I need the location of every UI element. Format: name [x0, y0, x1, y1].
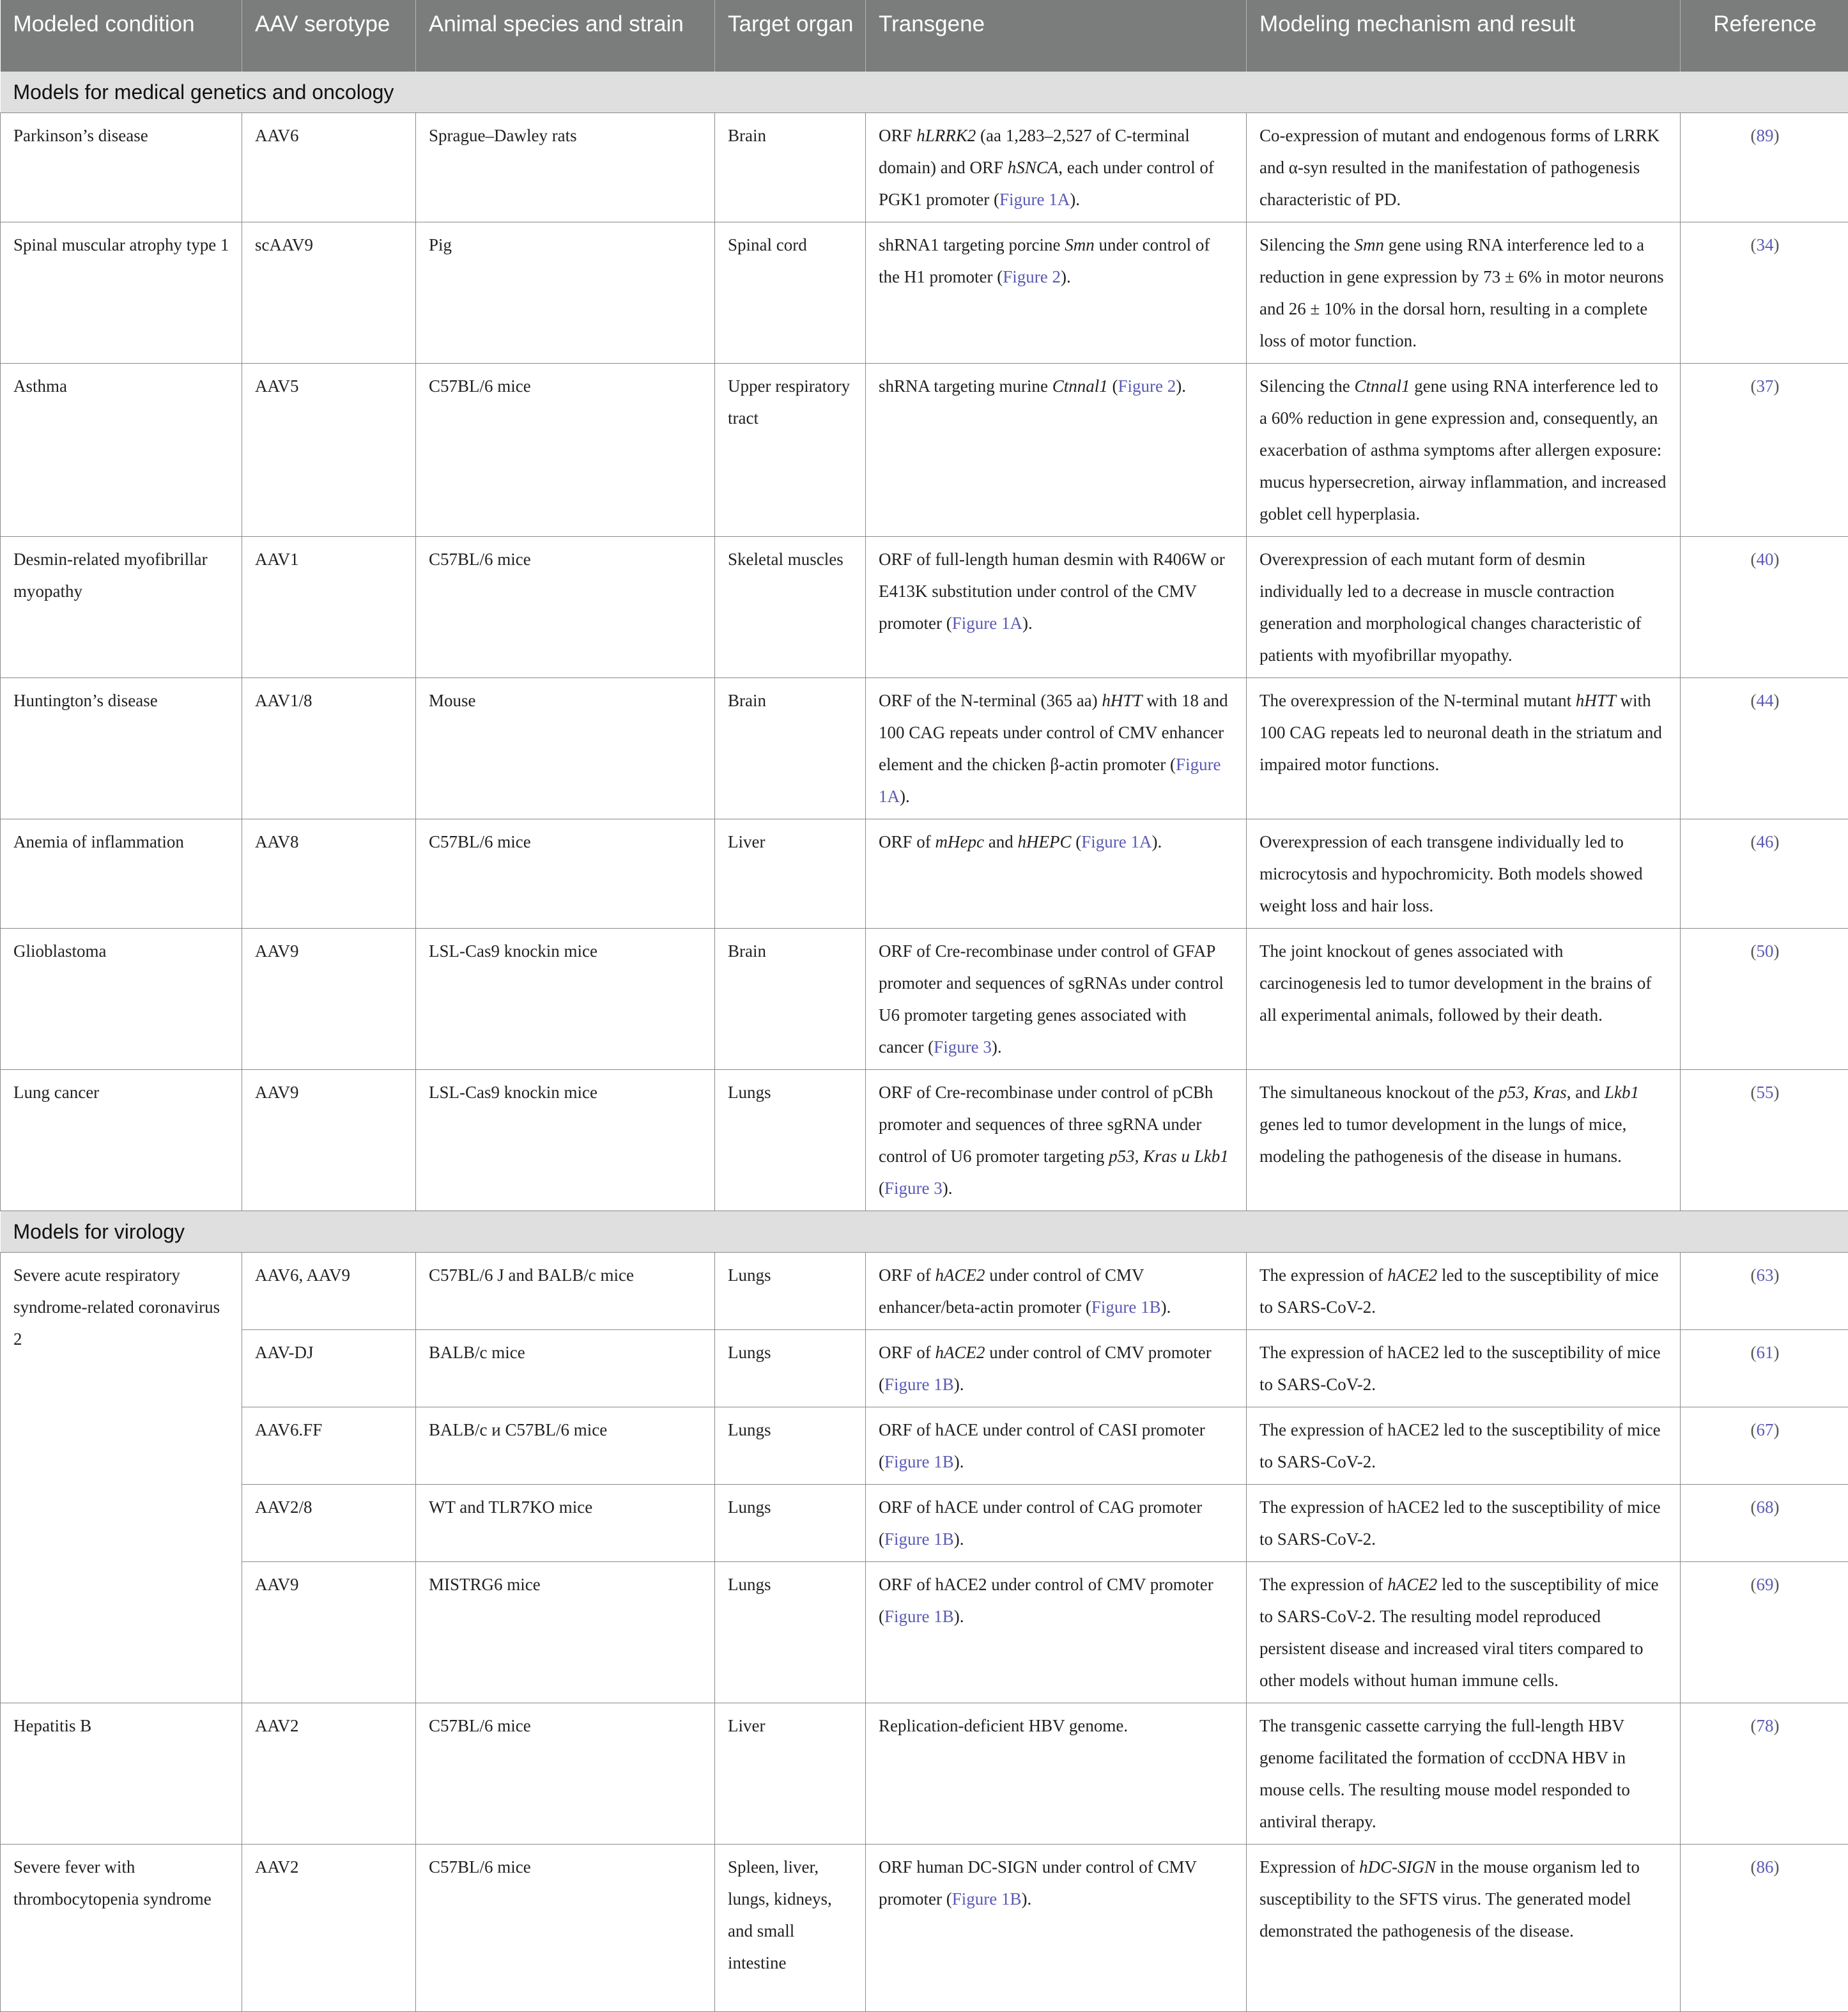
cell-transgene: ORF of hACE under control of CASI promoter (Figure 1B). — [866, 1407, 1247, 1485]
cell-organ: Brain — [715, 113, 866, 222]
cell-result: The joint knockout of genes associated with carcinogenesis led to tumor development in the brains of all experimental animals, followed by their death. — [1247, 929, 1681, 1070]
section-row — [1, 1211, 1848, 1253]
cell-transgene: ORF of mHepc and hHEPC (Figure 1A). — [866, 819, 1247, 929]
cell-serotype: AAV8 — [242, 819, 416, 929]
cell-species: BALB/c и C57BL/6 mice — [416, 1407, 715, 1485]
cell-species: C57BL/6 J and BALB/c mice — [416, 1253, 715, 1330]
header-animal-species: Animal species and strain — [416, 0, 715, 72]
cell-reference: (67) — [1681, 1407, 1848, 1485]
cell-reference: (69) — [1681, 1562, 1848, 1703]
cell-serotype: AAV1/8 — [242, 678, 416, 819]
cell-organ: Lungs — [715, 1330, 866, 1407]
cell-organ: Brain — [715, 929, 866, 1070]
cell-serotype: AAV-DJ — [242, 1330, 416, 1407]
cell-species: C57BL/6 mice — [416, 364, 715, 537]
cell-organ: Spleen, liver, lungs, kidneys, and small intestine — [715, 1845, 866, 2012]
section-row — [1, 72, 1848, 113]
header-mechanism-result: Modeling mechanism and result — [1247, 0, 1681, 72]
table-row — [1, 929, 1848, 1070]
cell-serotype: AAV2 — [242, 1703, 416, 1845]
table-row — [1, 1070, 1848, 1211]
cell-condition: Asthma — [1, 364, 242, 537]
reference-link[interactable]: 34 — [1757, 235, 1774, 254]
table-row — [1, 1485, 1848, 1562]
table-row — [1, 1253, 1848, 1330]
cell-transgene: ORF human DC-SIGN under control of CMV promoter (Figure 1B). — [866, 1845, 1247, 2012]
table-row — [1, 537, 1848, 678]
cell-result: The expression of hACE2 led to the susceptibility of mice to SARS-CoV-2. — [1247, 1330, 1681, 1407]
cell-species: WT and TLR7KO mice — [416, 1485, 715, 1562]
cell-serotype: AAV2/8 — [242, 1485, 416, 1562]
reference-link[interactable]: 89 — [1757, 126, 1774, 145]
cell-condition: Lung cancer — [1, 1070, 242, 1211]
reference-link[interactable]: 44 — [1757, 691, 1774, 710]
cell-serotype: AAV6.FF — [242, 1407, 416, 1485]
reference-link[interactable]: 46 — [1757, 832, 1774, 851]
cell-organ: Lungs — [715, 1253, 866, 1330]
cell-species: C57BL/6 mice — [416, 1703, 715, 1845]
cell-serotype: AAV6 — [242, 113, 416, 222]
cell-species: Pig — [416, 222, 715, 364]
section-title-genetics: Models for medical genetics and oncology — [1, 72, 1848, 113]
cell-species: LSL-Cas9 knockin mice — [416, 929, 715, 1070]
cell-organ: Lungs — [715, 1070, 866, 1211]
cell-result: Silencing the Smn gene using RNA interference led to a reduction in gene expression by 73 ± 6% in motor neurons and 26 ± 10% in the dorsal horn, resulting in a complete loss of motor function. — [1247, 222, 1681, 364]
cell-organ: Spinal cord — [715, 222, 866, 364]
table-row — [1, 678, 1848, 819]
cell-organ: Brain — [715, 678, 866, 819]
cell-result: Expression of hDC-SIGN in the mouse organism led to susceptibility to the SFTS virus. The generated model demonstrated the pathogenesis of the disease. — [1247, 1845, 1681, 2012]
cell-result: The expression of hACE2 led to the susceptibility of mice to SARS-CoV-2. — [1247, 1407, 1681, 1485]
cell-transgene: Replication-deficient HBV genome. — [866, 1703, 1247, 1845]
cell-species: C57BL/6 mice — [416, 537, 715, 678]
cell-result: Overexpression of each mutant form of desmin individually led to a decrease in muscle contraction generation and morphological changes characteristic of patients with myofibrillar myopathy. — [1247, 537, 1681, 678]
table-row — [1, 1703, 1848, 1845]
cell-reference: (46) — [1681, 819, 1848, 929]
reference-link[interactable]: 78 — [1757, 1716, 1774, 1735]
cell-transgene: ORF of full-length human desmin with R406W or E413K substitution under control of the CMV promoter (Figure 1A). — [866, 537, 1247, 678]
reference-link[interactable]: 37 — [1757, 376, 1774, 396]
reference-link[interactable]: 69 — [1757, 1575, 1774, 1594]
header-row — [1, 0, 1848, 72]
cell-serotype: AAV2 — [242, 1845, 416, 2012]
table-row — [1, 1330, 1848, 1407]
cell-transgene: ORF of hACE2 under control of CMV promoter (Figure 1B). — [866, 1330, 1247, 1407]
cell-reference: (37) — [1681, 364, 1848, 537]
header-aav-serotype: AAV serotype — [242, 0, 416, 72]
table-row — [1, 1407, 1848, 1485]
cell-serotype: AAV5 — [242, 364, 416, 537]
cell-serotype: AAV9 — [242, 1562, 416, 1703]
cell-species: MISTRG6 mice — [416, 1562, 715, 1703]
cell-species: Sprague–Dawley rats — [416, 113, 715, 222]
section-title-virology: Models for virology — [1, 1211, 1848, 1253]
table-row — [1, 364, 1848, 537]
cell-serotype: scAAV9 — [242, 222, 416, 364]
cell-transgene: shRNA1 targeting porcine Smn under control of the H1 promoter (Figure 2). — [866, 222, 1247, 364]
cell-transgene: ORF of hACE under control of CAG promoter (Figure 1B). — [866, 1485, 1247, 1562]
cell-transgene: ORF of Cre-recombinase under control of GFAP promoter and sequences of sgRNAs under control U6 promoter targeting genes associated with cancer (Figure 3). — [866, 929, 1247, 1070]
cell-result: Overexpression of each transgene individually led to microcytosis and hypochromicity. Both models showed weight loss and hair loss. — [1247, 819, 1681, 929]
cell-serotype: AAV1 — [242, 537, 416, 678]
cell-reference: (44) — [1681, 678, 1848, 819]
cell-organ: Lungs — [715, 1562, 866, 1703]
cell-species: LSL-Cas9 knockin mice — [416, 1070, 715, 1211]
table-row — [1, 113, 1848, 222]
header-transgene: Transgene — [866, 0, 1247, 72]
cell-reference: (63) — [1681, 1253, 1848, 1330]
cell-organ: Upper respiratory tract — [715, 364, 866, 537]
cell-transgene: ORF of the N-terminal (365 aa) hHTT with 18 and 100 CAG repeats under control of CMV enhancer element and the chicken β-actin promoter (Figure 1A). — [866, 678, 1247, 819]
cell-reference: (68) — [1681, 1485, 1848, 1562]
reference-link[interactable]: 40 — [1757, 550, 1774, 569]
cell-condition: Huntington’s disease — [1, 678, 242, 819]
cell-organ: Liver — [715, 1703, 866, 1845]
cell-reference: (34) — [1681, 222, 1848, 364]
cell-result: The overexpression of the N-terminal mutant hHTT with 100 CAG repeats led to neuronal death in the striatum and impaired motor functions. — [1247, 678, 1681, 819]
cell-result: The expression of hACE2 led to the susceptibility of mice to SARS-CoV-2. The resulting model reproduced persistent disease and increased viral titers compared to other models without human immune cells. — [1247, 1562, 1681, 1703]
cell-reference: (40) — [1681, 537, 1848, 678]
cell-result: The expression of hACE2 led to the susceptibility of mice to SARS-CoV-2. — [1247, 1253, 1681, 1330]
cell-organ: Liver — [715, 819, 866, 929]
reference-link[interactable]: 50 — [1757, 941, 1774, 961]
cell-condition: Severe fever with thrombocytopenia syndrome — [1, 1845, 242, 2012]
cell-result: The simultaneous knockout of the p53, Kras, and Lkb1 genes led to tumor development in the lungs of mice, modeling the pathogenesis of the disease in humans. — [1247, 1070, 1681, 1211]
cell-transgene: ORF hLRRK2 (aa 1,283–2,527 of C-terminal domain) and ORF hSNCA, each under control of PGK1 promoter (Figure 1A). — [866, 113, 1247, 222]
cell-transgene: ORF of Cre-recombinase under control of pCBh promoter and sequences of three sgRNA under control of U6 promoter targeting p53, Kras u Lkb1 (Figure 3). — [866, 1070, 1247, 1211]
cell-condition: Parkinson’s disease — [1, 113, 242, 222]
cell-reference: (50) — [1681, 929, 1848, 1070]
cell-organ: Lungs — [715, 1407, 866, 1485]
cell-reference: (61) — [1681, 1330, 1848, 1407]
reference-link[interactable]: 68 — [1757, 1497, 1774, 1517]
cell-organ: Lungs — [715, 1485, 866, 1562]
cell-transgene: ORF of hACE2 under control of CMV enhancer/beta-actin promoter (Figure 1B). — [866, 1253, 1247, 1330]
table-row — [1, 1845, 1848, 2012]
header-modeled-condition: Modeled condition — [1, 0, 242, 72]
cell-result: Silencing the Ctnnal1 gene using RNA interference led to a 60% reduction in gene expression and, consequently, an exacerbation of asthma symptoms after allergen exposure: mucus hypersecretion, airway inflammation, and increased goblet cell hyperplasia. — [1247, 364, 1681, 537]
header-reference: Reference — [1681, 0, 1848, 72]
cell-condition: Severe acute respiratory syndrome-related coronavirus 2 — [1, 1253, 242, 1703]
cell-species: C57BL/6 mice — [416, 819, 715, 929]
cell-result: The transgenic cassette carrying the full-length HBV genome facilitated the formation of cccDNA HBV in mouse cells. The resulting mouse model responded to antiviral therapy. — [1247, 1703, 1681, 1845]
cell-serotype: AAV9 — [242, 1070, 416, 1211]
cell-result: Co-expression of mutant and endogenous forms of LRRK and α-syn resulted in the manifestation of pathogenesis characteristic of PD. — [1247, 113, 1681, 222]
cell-condition: Hepatitis B — [1, 1703, 242, 1845]
cell-serotype: AAV6, AAV9 — [242, 1253, 416, 1330]
cell-result: The expression of hACE2 led to the susceptibility of mice to SARS-CoV-2. — [1247, 1485, 1681, 1562]
cell-species: C57BL/6 mice — [416, 1845, 715, 2012]
cell-transgene: ORF of hACE2 under control of CMV promoter (Figure 1B). — [866, 1562, 1247, 1703]
cell-reference: (89) — [1681, 113, 1848, 222]
cell-organ: Skeletal muscles — [715, 537, 866, 678]
cell-condition: Spinal muscular atrophy type 1 — [1, 222, 242, 364]
table-row — [1, 1562, 1848, 1703]
reference-link[interactable]: 86 — [1757, 1857, 1774, 1877]
cell-condition: Desmin-related myofibrillar myopathy — [1, 537, 242, 678]
table-row — [1, 222, 1848, 364]
cell-serotype: AAV9 — [242, 929, 416, 1070]
reference-link[interactable]: 55 — [1757, 1083, 1774, 1102]
cell-species: Mouse — [416, 678, 715, 819]
reference-link[interactable]: 67 — [1757, 1420, 1774, 1439]
cell-species: BALB/c mice — [416, 1330, 715, 1407]
cell-transgene: shRNA targeting murine Ctnnal1 (Figure 2). — [866, 364, 1247, 537]
header-target-organ: Target organ — [715, 0, 866, 72]
table-row — [1, 819, 1848, 929]
cell-reference: (78) — [1681, 1703, 1848, 1845]
cell-condition: Glioblastoma — [1, 929, 242, 1070]
cell-reference: (86) — [1681, 1845, 1848, 2012]
reference-link[interactable]: 61 — [1757, 1343, 1774, 1362]
cell-condition: Anemia of inflammation — [1, 819, 242, 929]
cell-reference: (55) — [1681, 1070, 1848, 1211]
reference-link[interactable]: 63 — [1757, 1265, 1774, 1285]
